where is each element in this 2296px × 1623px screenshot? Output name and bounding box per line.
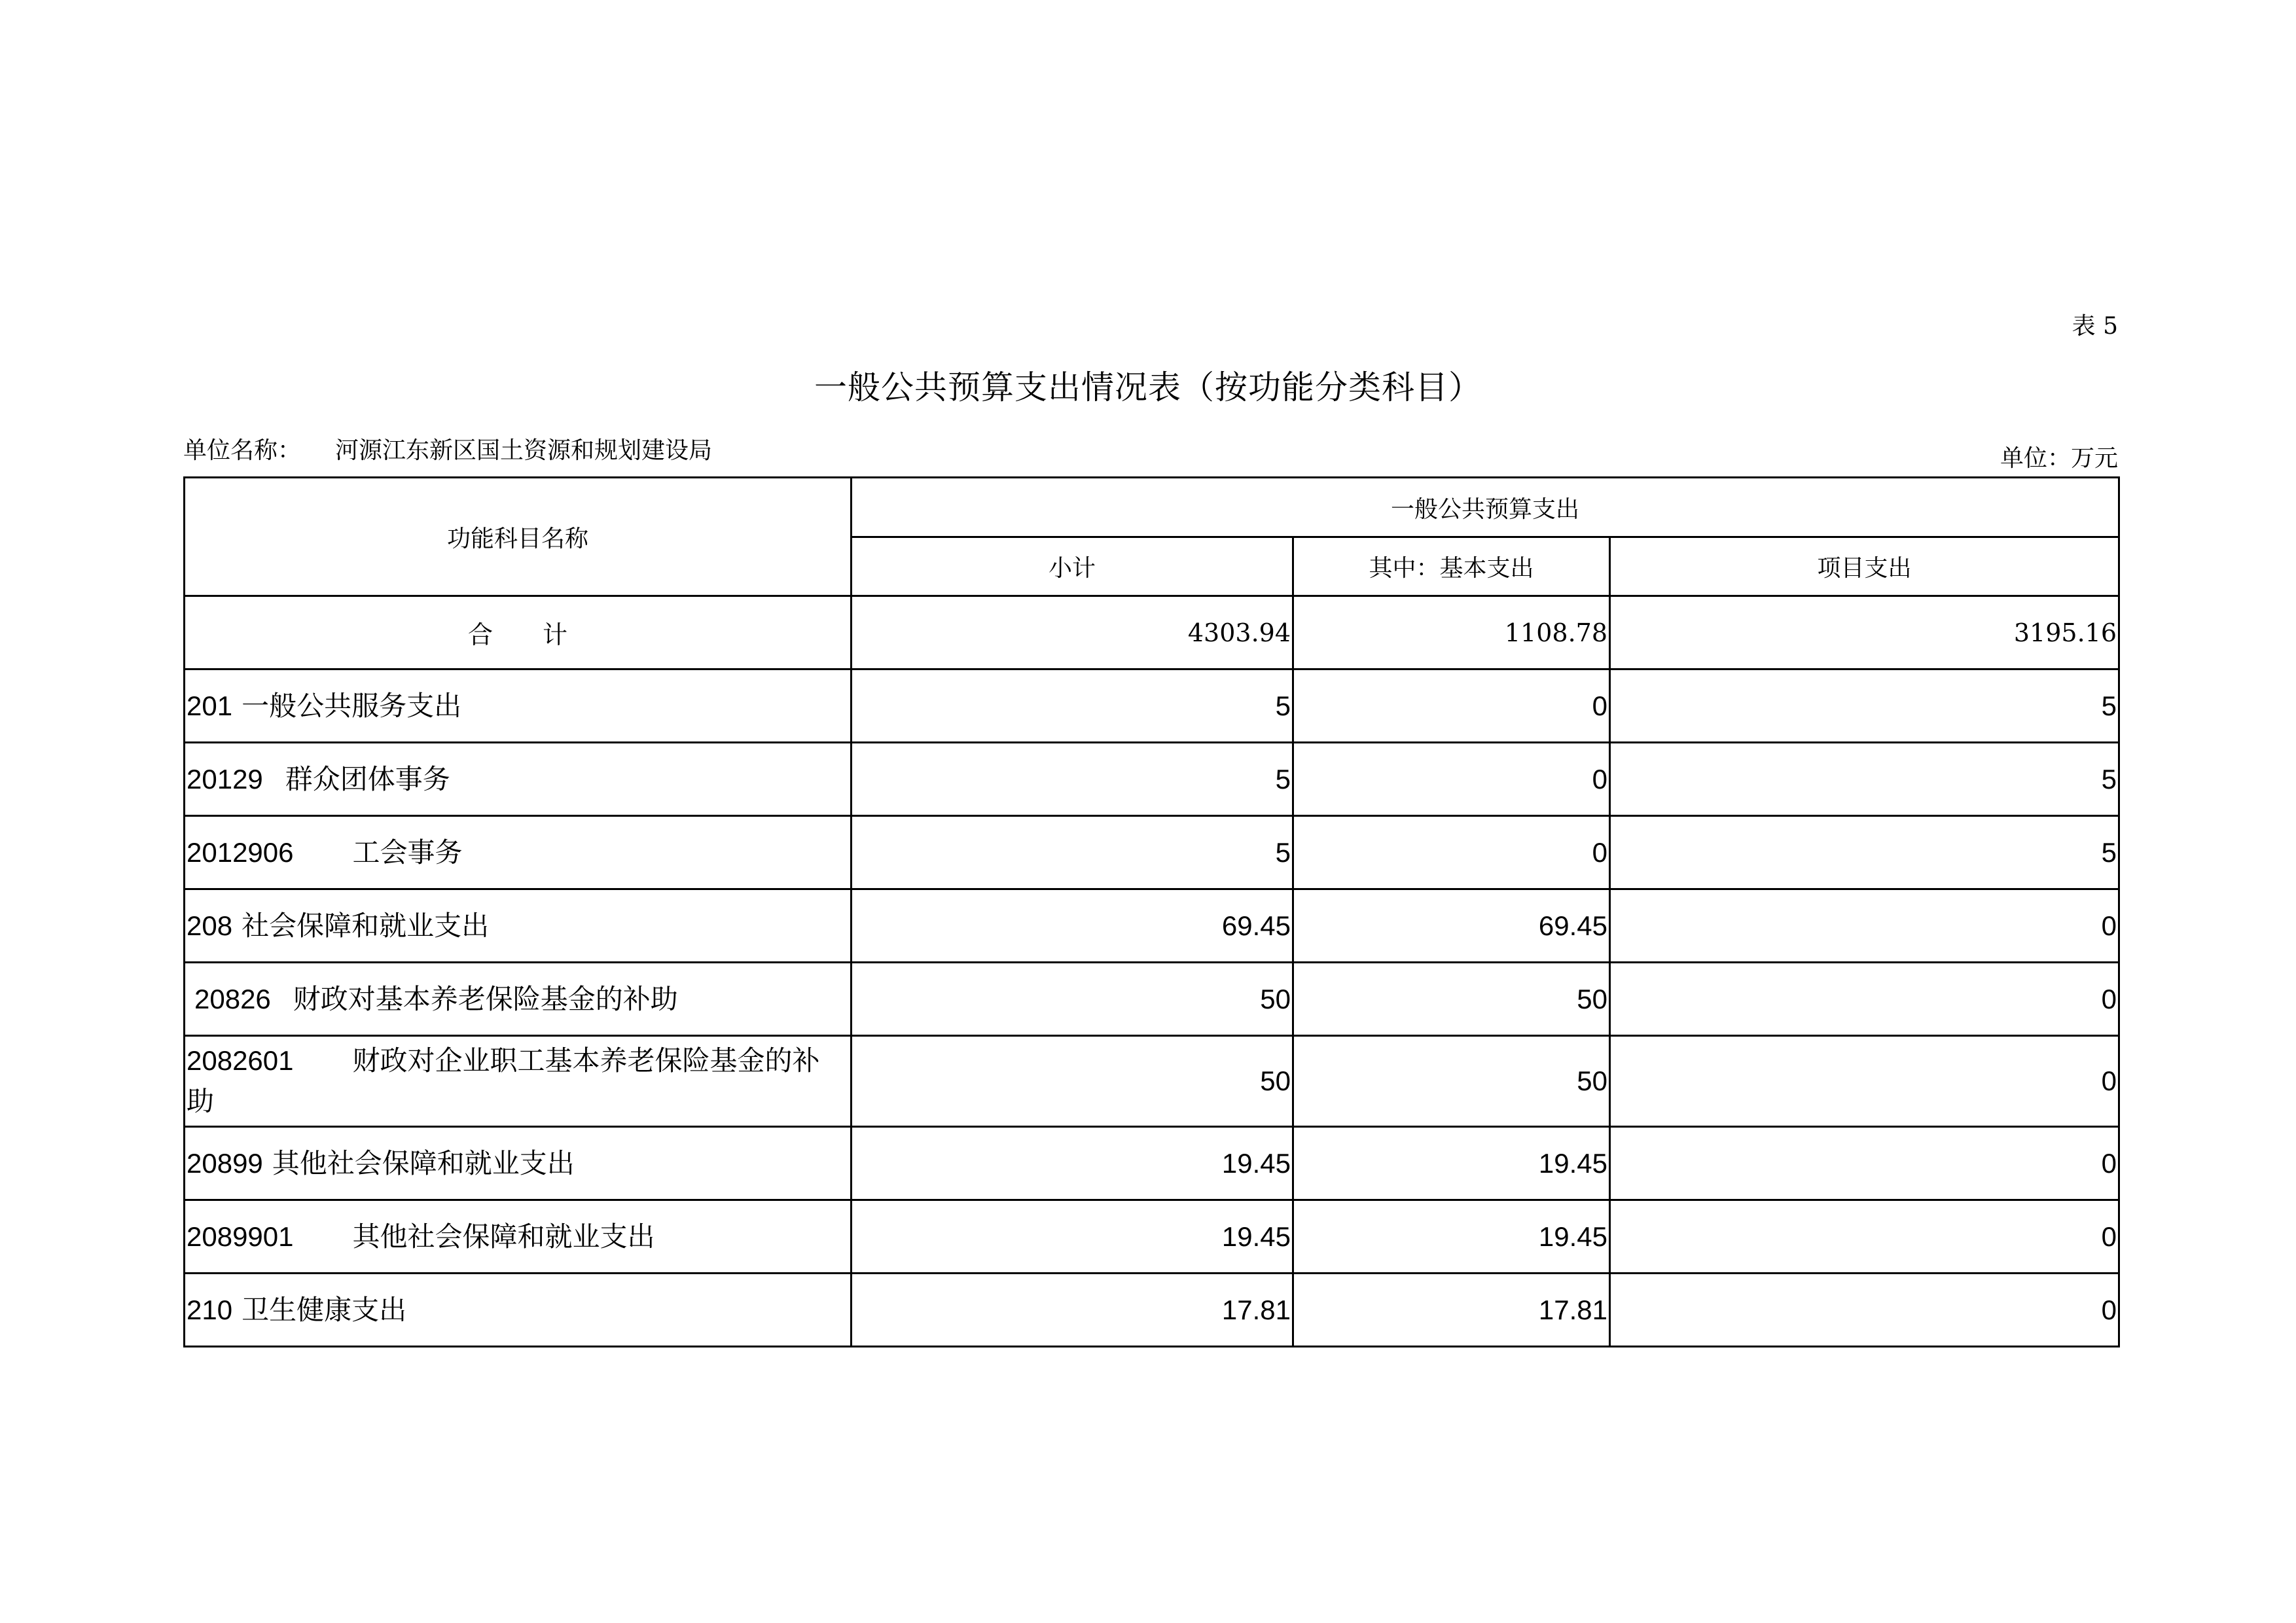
table-number: 表 5 xyxy=(2072,313,2118,340)
row-name xyxy=(185,743,852,816)
row-basic: 19.45 xyxy=(1293,1200,1610,1274)
row-label: 卫生健康支出 xyxy=(242,1294,407,1325)
row-subtotal: 5 xyxy=(852,743,1293,816)
row-subtotal: 50 xyxy=(852,1036,1293,1127)
table-row xyxy=(185,889,2119,963)
row-basic: 17.81 xyxy=(1293,1274,1610,1347)
row-name xyxy=(185,963,852,1036)
table-row xyxy=(185,1036,2119,1127)
budget-table xyxy=(183,476,2120,1347)
row-code: 201 xyxy=(187,690,233,721)
row-label: 群众团体事务 xyxy=(285,763,450,794)
row-label: 财政对基本养老保险基金的补助 xyxy=(293,983,678,1014)
table-row xyxy=(185,963,2119,1036)
unit-name-value: 河源江东新区国土资源和规划建设局 xyxy=(335,437,713,464)
row-project: 0 xyxy=(1610,1036,2119,1127)
header-basic: 其中：基本支出 xyxy=(1293,537,1610,596)
total-label: 合 计 xyxy=(185,596,852,669)
header-project: 项目支出 xyxy=(1610,537,2119,596)
row-basic: 0 xyxy=(1293,816,1610,889)
total-row xyxy=(185,596,2119,669)
row-subtotal: 19.45 xyxy=(852,1127,1293,1200)
row-basic: 19.45 xyxy=(1293,1127,1610,1200)
table-row xyxy=(185,669,2119,743)
row-code: 208 xyxy=(187,910,233,941)
header-row-1 xyxy=(185,478,2119,537)
table-row xyxy=(185,1274,2119,1347)
row-name xyxy=(185,1200,852,1274)
header-subtotal: 小计 xyxy=(852,537,1293,596)
row-name xyxy=(185,816,852,889)
currency-unit: 单位：万元 xyxy=(2000,445,2118,472)
unit-name xyxy=(183,432,712,465)
total-project: 3195.16 xyxy=(1610,596,2119,669)
row-code: 210 xyxy=(187,1294,233,1325)
row-project: 0 xyxy=(1610,1200,2119,1274)
table-row xyxy=(185,1200,2119,1274)
page-title: 一般公共预算支出情况表（按功能分类科目） xyxy=(814,368,1482,406)
row-label: 社会保障和就业支出 xyxy=(242,910,490,941)
total-basic: 1108.78 xyxy=(1293,596,1610,669)
row-code: 2082601 xyxy=(187,1045,294,1076)
row-code: 20129 xyxy=(187,763,263,794)
row-name xyxy=(185,889,852,963)
row-basic: 69.45 xyxy=(1293,889,1610,963)
row-project: 5 xyxy=(1610,816,2119,889)
row-label: 其他社会保障和就业支出 xyxy=(352,1221,655,1252)
row-label: 工会事务 xyxy=(352,836,463,868)
row-code: 20826 xyxy=(194,983,271,1014)
row-label: 其他社会保障和就业支出 xyxy=(272,1147,575,1179)
row-name xyxy=(185,1127,852,1200)
table-row xyxy=(185,743,2119,816)
row-code: 2089901 xyxy=(187,1221,294,1252)
table-row xyxy=(185,1127,2119,1200)
header-function-name: 功能科目名称 xyxy=(185,478,852,596)
row-basic: 50 xyxy=(1293,963,1610,1036)
row-subtotal: 69.45 xyxy=(852,889,1293,963)
row-project: 0 xyxy=(1610,889,2119,963)
row-code: 2012906 xyxy=(187,836,294,868)
row-project: 5 xyxy=(1610,669,2119,743)
row-basic: 50 xyxy=(1293,1036,1610,1127)
header-general-budget: 一般公共预算支出 xyxy=(852,478,2119,537)
row-project: 0 xyxy=(1610,1274,2119,1347)
row-subtotal: 5 xyxy=(852,669,1293,743)
row-label-continued: 助 xyxy=(187,1086,215,1116)
unit-name-label: 单位名称： xyxy=(183,437,302,464)
row-subtotal: 5 xyxy=(852,816,1293,889)
row-project: 5 xyxy=(1610,743,2119,816)
total-subtotal: 4303.94 xyxy=(852,596,1293,669)
row-project: 0 xyxy=(1610,963,2119,1036)
row-name xyxy=(185,1036,852,1127)
row-label: 财政对企业职工基本养老保险基金的补 xyxy=(352,1045,820,1076)
table-row xyxy=(185,816,2119,889)
row-name xyxy=(185,669,852,743)
row-project: 0 xyxy=(1610,1127,2119,1200)
row-subtotal: 17.81 xyxy=(852,1274,1293,1347)
row-basic: 0 xyxy=(1293,743,1610,816)
row-basic: 0 xyxy=(1293,669,1610,743)
row-subtotal: 50 xyxy=(852,963,1293,1036)
row-code: 20899 xyxy=(187,1147,263,1179)
row-name xyxy=(185,1274,852,1347)
row-label: 一般公共服务支出 xyxy=(242,690,462,721)
row-subtotal: 19.45 xyxy=(852,1200,1293,1274)
